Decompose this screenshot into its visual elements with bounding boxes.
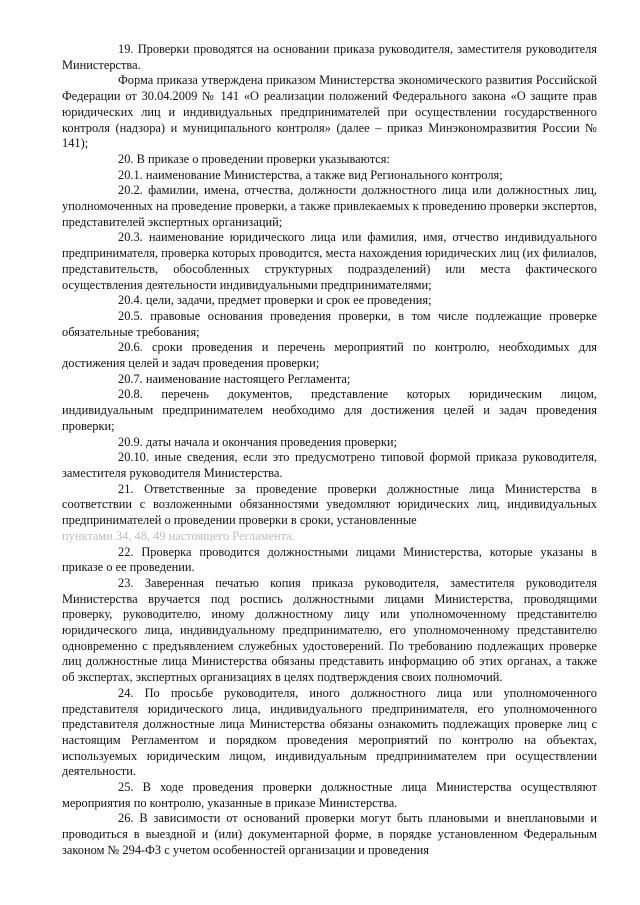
paragraph-25: 25. В ходе проведения проверки должностные лица Министерства осуществляют мероприятия по контролю, указанные в приказе Министерства. bbox=[62, 780, 597, 810]
paragraph-26: 26. В зависимости от оснований проверки могут быть плановыми и внеплановыми и проводиться в выездной и (или) документарной форме, в порядке установленном Федеральным законом № 294-ФЗ с учетом особенностей организации и проведения bbox=[62, 811, 597, 857]
paragraph-20-10: 20.10. иные сведения, если это предусмотрено типовой формой приказа руководителя, заместителя руководителя Министерства. bbox=[62, 450, 597, 480]
faded-line: пунктами 34, 48, 49 настоящего Регламента. bbox=[62, 528, 295, 543]
paragraph-20-8: 20.8. перечень документов, представление которых юридическим лицом, индивидуальным предпринимателем необходимо для достижения целей и задач проведения проверки; bbox=[62, 387, 597, 433]
paragraph-19-form: Форма приказа утверждена приказом Министерства экономического развития Российской Федерации от 30.04.2009 № 141 «О реализации положений Федерального закона «О защите прав юридических лиц и индивидуальных предпринимателей при осуществлении государственного контроля (надзора) и муниципального контроля» (далее – приказ Минэкономразвития России № 141); bbox=[62, 73, 597, 151]
paragraph-20-2: 20.2. фамилии, имена, отчества, должности должностного лица или должностных лиц, уполномоченных на проведение проверки, а также привлекаемых к проведению проверки экспертов, представителей экспертных организаций; bbox=[62, 183, 597, 229]
paragraph-20-7: 20.7. наименование настоящего Регламента; bbox=[118, 371, 351, 386]
paragraph-20: 20. В приказе о проведении проверки указываются: bbox=[118, 151, 390, 166]
paragraph-22: 22. Проверка проводится должностными лицами Министерства, которые указаны в приказе о ее проведении. bbox=[62, 544, 597, 575]
paragraph-20-4: 20.4. цели, задачи, предмет проверки и срок ее проведения; bbox=[118, 293, 432, 308]
paragraph-20-5: 20.5. правовые основания проведения проверки, в том числе подлежащие проверке обязательные требования; bbox=[62, 308, 597, 339]
paragraph-21: 21. Ответственные за проведение проверки должностные лица Министерства в соответствии с возложенными обязанностями уведомляют юридических лиц, индивидуальных предпринимателей о проведении проверки в сроки, установленные bbox=[62, 481, 597, 528]
paragraph-19: 19. Проверки проводятся на основании приказа руководителя, заместителя руководителя Министерства. bbox=[62, 42, 597, 72]
paragraph-20-1: 20.1. наименование Министерства, а также вид Регионального контроля; bbox=[118, 167, 503, 182]
paragraph-23: 23. Заверенная печатью копия приказа руководителя, заместителя руководителя Министерства вручается под роспись должностными лицами Министерства, проводящими проверку, руководителю, иному должностному лицу или уполномоченному представителю юридического лица, индивидуальному предпринимателю, его уполномоченному представителю одновременно с предъявлением служебных удостоверений. По требованию подлежащих проверке лиц должностные лица Министерства обязаны представить информацию об этих органах, а также об экспертах, экспертных организациях в целях подтверждения своих полномочий. bbox=[62, 575, 597, 685]
paragraph-20-6: 20.6. сроки проведения и перечень мероприятий по контролю, необходимых для достижения целей и задач проведения проверки; bbox=[62, 340, 597, 371]
paragraph-20-3: 20.3. наименование юридического лица или фамилия, имя, отчество индивидуального предпринимателя, проверка которых проводится, места нахождения юридических лиц (их филиалов, представительств, обособленных структурных подразделений) или места фактического осуществления деятельности индивидуальными предпринимателями; bbox=[62, 230, 597, 292]
paragraph-24: 24. По просьбе руководителя, иного должностного лица или уполномоченного представителя юридического лица, индивидуального предпринимателя, его уполномоченного представителя должностные лица Министерства обязаны ознакомить подлежащих проверке лиц с настоящим Регламентом и порядком проведения мероприятий по контролю на объектах, используемых юридическим лицом, индивидуальным предпринимателем при осуществлении деятельности. bbox=[62, 685, 597, 779]
paragraph-20-9: 20.9. даты начала и окончания проведения проверки; bbox=[118, 434, 397, 449]
document-page bbox=[62, 42, 597, 859]
